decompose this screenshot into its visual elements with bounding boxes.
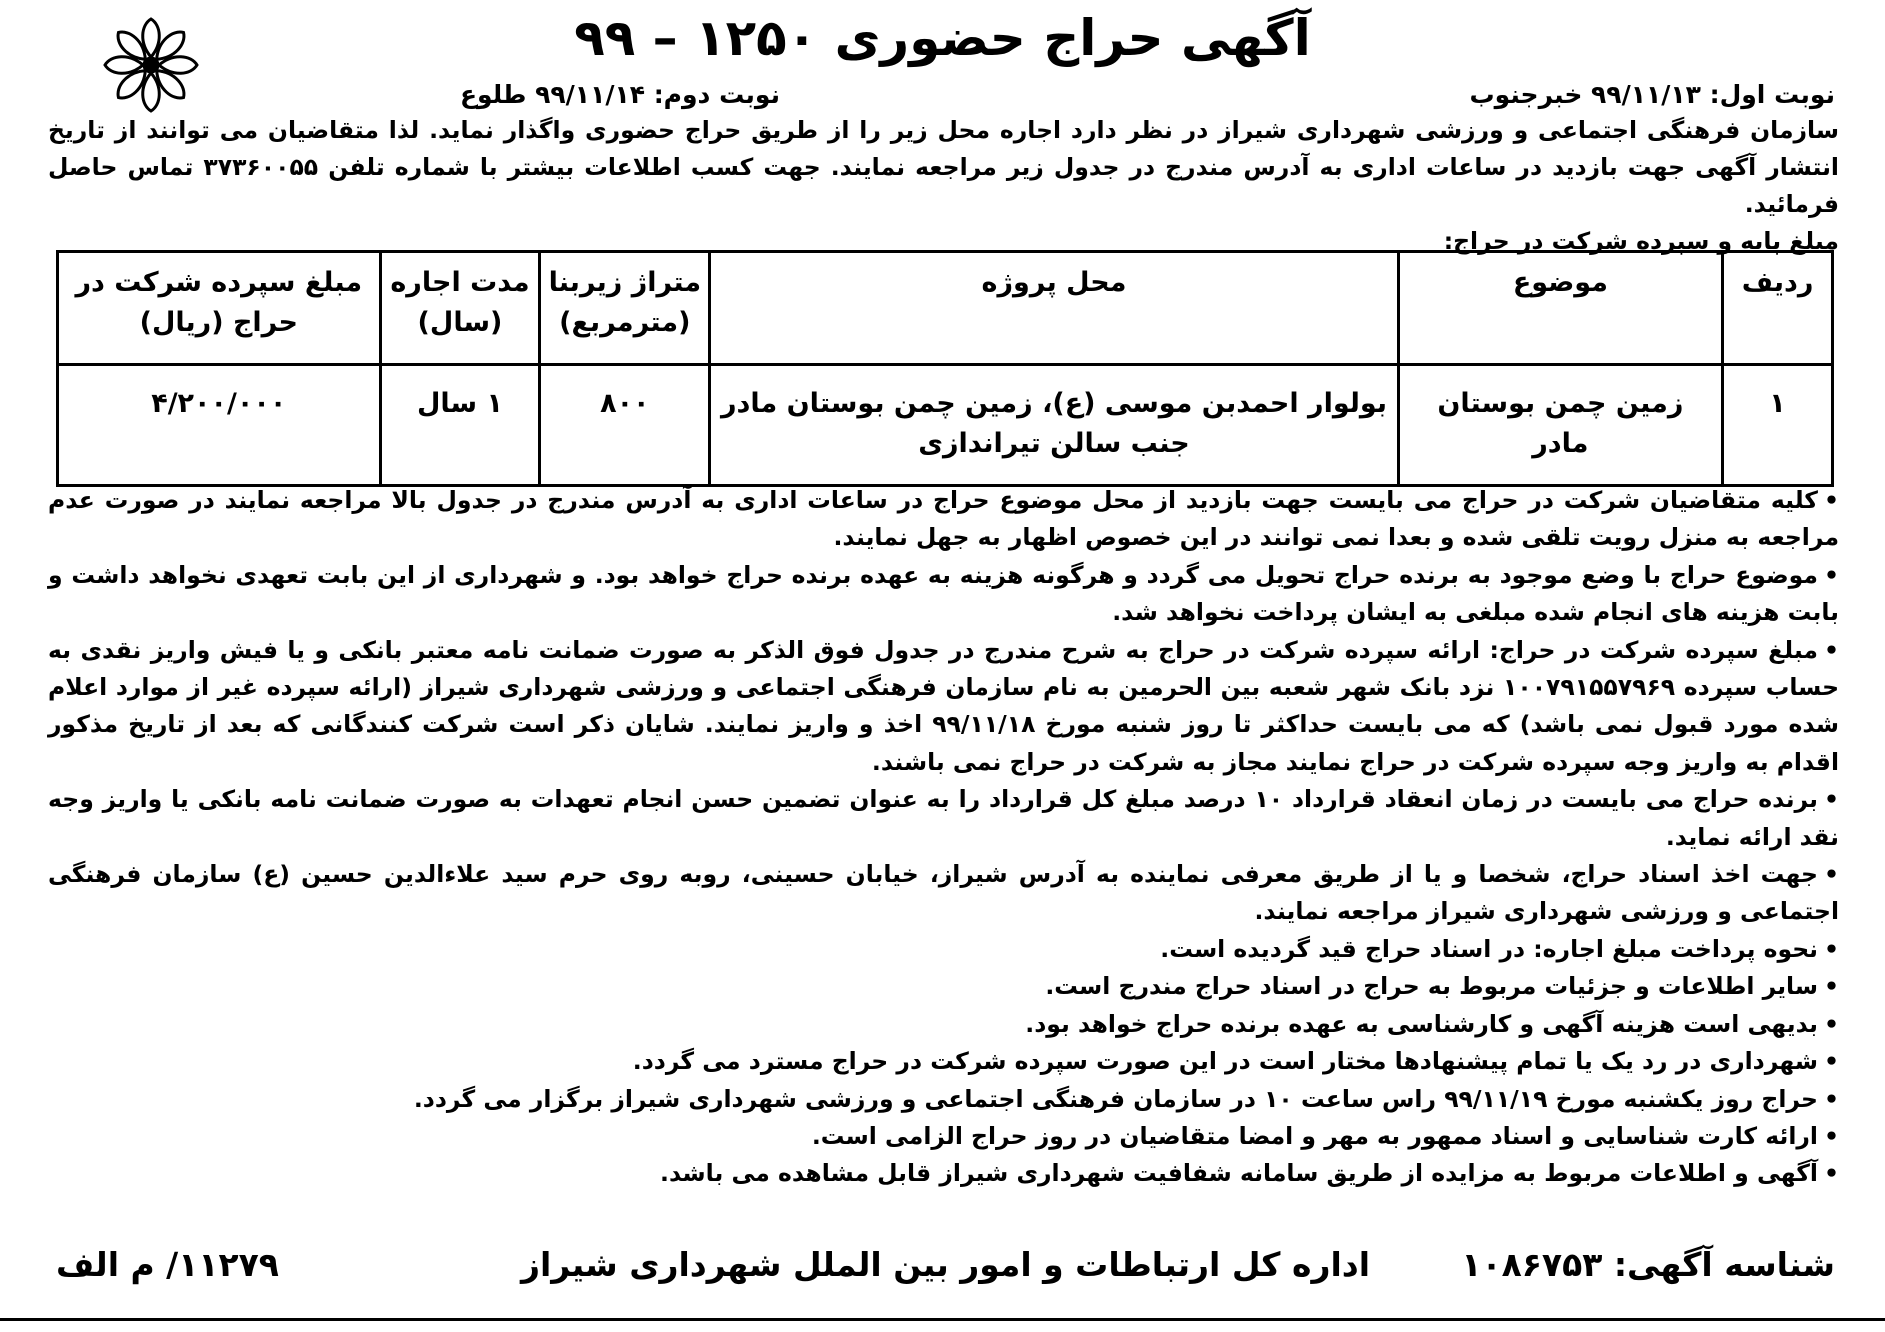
- cell-area: ۸۰۰: [540, 365, 710, 486]
- conditions-list: [48, 482, 1839, 1193]
- header-deposit: مبلغ سپرده شرکت در حراج (ریال): [58, 252, 381, 365]
- first-publication: نوبت اول: ۹۹/۱۱/۱۳ خبرجنوب: [1469, 80, 1835, 109]
- condition-item: • مبلغ سپرده شرکت در حراج: ارائه سپرده شرکت در حراج به شرح مندرج در جدول فوق الذکر به صورت ضمانت نامه معتبر بانکی و یا فیش واریز نقدی به حساب سپرده ۱۰۰۷۹۱۵۵۷۹۶۹ نزد بانک شهر شعبه بین الحرمین به نام سازمان فرهنگی اجتماعی و ورزشی شهرداری شیراز (ارائه سپرده غیر از موارد اعلام شده مورد قبول نمی باشد) که می بایست حداکثر تا روز شنبه مورخ ۹۹/۱۱/۱۸ اخذ و واریز نمایند. شایان ذکر است شرکت کنندگانی که بعد از تاریخ مذکور اقدام به واریز وجه سپرده شرکت در حراج نمایند مجاز به شرکت در حراج نمی باشند.: [48, 632, 1839, 782]
- header-location: محل پروژه: [710, 252, 1398, 365]
- condition-item: • نحوه پرداخت مبلغ اجاره: در اسناد حراج قید گردیده است.: [48, 931, 1839, 968]
- condition-item: • بدیهی است هزینه آگهی و کارشناسی به عهده برنده حراج خواهد بود.: [48, 1006, 1839, 1043]
- notice-id: شناسه آگهی: ۱۰۸۶۷۵۳: [1461, 1245, 1835, 1284]
- header-subject: موضوع: [1398, 252, 1722, 365]
- table-header-row: [58, 252, 1833, 365]
- condition-item: • سایر اطلاعات و جزئیات مربوط به حراج در اسناد حراج مندرج است.: [48, 968, 1839, 1005]
- condition-item: • جهت اخذ اسناد حراج، شخصا و یا از طریق معرفی نماینده به آدرس شیراز، خیابان حسینی، روبه روی حرم سید علاءالدین حسین (ع) سازمان فرهنگی اجتماعی و ورزشی شهرداری شیراز مراجعه نمایند.: [48, 856, 1839, 931]
- flower-logo-graphic: [96, 10, 206, 120]
- auction-table: [56, 250, 1834, 487]
- condition-item: • ارائه کارت شناسایی و اسناد ممهور به مهر و امضا متقاضیان در روز حراج الزامی است.: [48, 1118, 1839, 1155]
- cell-location: بولوار احمدبن موسی (ع)، زمین چمن بوستان مادر جنب سالن تیراندازی: [710, 365, 1398, 486]
- condition-item: • شهرداری در رد یک یا تمام پیشنهادها مختار است در این صورت سپرده شرکت در حراج مسترد می گردد.: [48, 1043, 1839, 1080]
- cell-subject: زمین چمن بوستان مادر: [1398, 365, 1722, 486]
- notice-footer: [56, 1240, 1835, 1290]
- cell-row-no: ۱: [1723, 365, 1833, 486]
- cell-duration: ۱ سال: [380, 365, 540, 486]
- header-row-no: ردیف: [1723, 252, 1833, 365]
- notice-title: آگهی حراج حضوری ۱۲۵۰ – ۹۹: [574, 9, 1311, 67]
- cell-deposit: ۴/۲۰۰/۰۰۰: [58, 365, 381, 486]
- condition-item: • حراج روز یکشنبه مورخ ۹۹/۱۱/۱۹ راس ساعت ۱۰ در سازمان فرهنگی اجتماعی و ورزشی شهرداری شیراز برگزار می گردد.: [48, 1081, 1839, 1118]
- second-publication: نوبت دوم: ۹۹/۱۱/۱۴ طلوع: [459, 80, 780, 109]
- municipality-logo-icon: [96, 10, 206, 120]
- deposit-caption: مبلغ پایه و سپرده شرکت در حراج:: [1443, 227, 1839, 255]
- intro-text: [48, 112, 1839, 260]
- header-area: متراژ زیربنا (مترمربع): [540, 252, 710, 365]
- bottom-divider: [0, 1318, 1885, 1321]
- header-duration: مدت اجاره (سال): [380, 252, 540, 365]
- condition-item: • موضوع حراج با وضع موجود به برنده حراج تحویل می گردد و هرگونه هزینه به عهده برنده حراج خواهد بود. و شهرداری از این بابت تعهدی نخواهد داشت و بابت هزینه های انجام شده مبلغی به ایشان پرداخت نخواهد شد.: [48, 557, 1839, 632]
- table-row: [58, 365, 1833, 486]
- notice-code: ۱۱۲۷۹/ م الف: [56, 1245, 279, 1284]
- intro-paragraph: سازمان فرهنگی اجتماعی و ورزشی شهرداری شیراز در نظر دارد اجاره محل زیر را از طریق حراج حضوری واگذار نماید. لذا متقاضیان می توانند از تاریخ انتشار آگهی جهت بازدید در ساعات اداری به آدرس مندرج در جدول زیر مراجعه نمایند. جهت کسب اطلاعات بیشتر با شماره تلفن ۳۷۳۶۰۰۵۵ تماس حاصل فرمائید.: [48, 116, 1839, 218]
- condition-item: • برنده حراج می بایست در زمان انعقاد قرارداد ۱۰ درصد مبلغ کل قرارداد را به عنوان تضمین حسن انجام تعهدات به صورت ضمانت نامه بانکی یا واریز وجه نقد ارائه نماید.: [48, 781, 1839, 856]
- condition-item: • کلیه متقاضیان شرکت در حراج می بایست جهت بازدید از محل موضوع حراج در ساعات اداری به آدرس مندرج در جدول بالا مراجعه نمایند در صورت عدم مراجعه به منزل رویت تلقی شده و بعدا نمی توانند در این خصوص اظهار به جهل نمایند.: [48, 482, 1839, 557]
- condition-item: • آگهی و اطلاعات مربوط به مزایده از طریق سامانه شفافیت شهرداری شیراز قابل مشاهده می باشد.: [48, 1155, 1839, 1192]
- department-name: اداره کل ارتباطات و امور بین الملل شهرداری شیراز: [520, 1245, 1371, 1284]
